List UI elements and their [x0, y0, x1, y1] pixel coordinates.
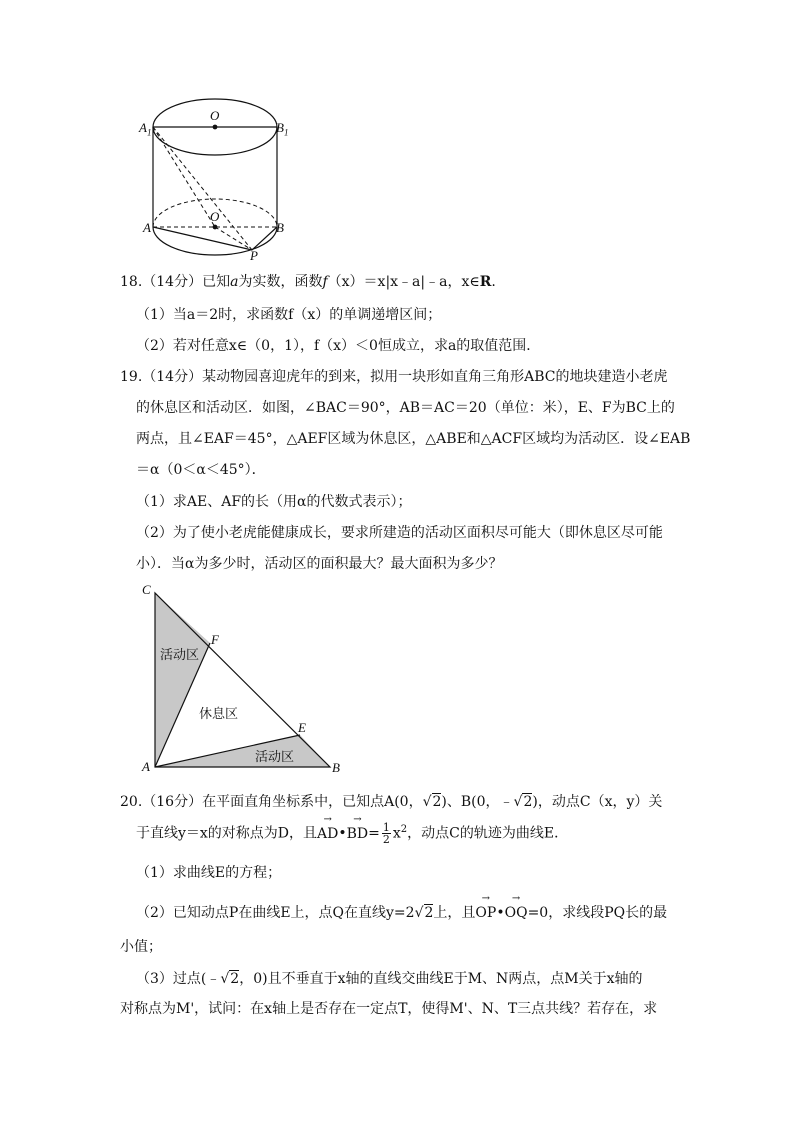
q20-part-2: （2）已知动点P在曲线E上，点Q在直线y=2√2上，且→ OP•→ OQ=0，求线段PQ长的最: [136, 902, 667, 922]
segment-a1-o: [153, 127, 215, 227]
fraction-half: $\frac{1}{2}$: [382, 821, 390, 846]
q19-line-3: 两点，且∠EAF＝45°，△AEF区域为休息区，△ABE和△ACF区域均为活动区．设∠EAB: [136, 431, 691, 447]
label-e: E: [298, 720, 306, 735]
q19-line-1: 19.（14分）某动物园喜迎虎年的到来，拟用一块形如直角三角形ABC的地块建造小老虎: [120, 369, 668, 385]
segment-a1-p: [153, 127, 252, 250]
label-p: P: [250, 248, 258, 263]
q20-line-1: 20.（16分）在平面直角坐标系中，已知点A(0，√2)、B(0，﹣√2)，动点C（x，y）关: [120, 794, 663, 810]
vector-ad: → AD: [317, 826, 338, 842]
label-a: A: [143, 220, 151, 235]
label-f: F: [211, 632, 219, 647]
q20-part-2-cont: 小值；: [120, 939, 162, 955]
region-label-active-1: 活动区: [160, 648, 200, 663]
vector-bd: → BD: [347, 826, 369, 842]
label-a1: $A_1$: [139, 120, 152, 138]
label-o-top: O: [210, 108, 220, 123]
region-label-rest: 休息区: [199, 707, 239, 722]
q19-part-2b: 小）．当α为多少时，活动区的面积最大？最大面积为多少？: [136, 556, 503, 572]
center-dot-bottom: [213, 225, 218, 230]
active-region-abe: [155, 735, 330, 767]
q19-line-2: 的休息区和活动区．如图，∠BAC＝90°，AB＝AC＝20（单位：米），E、F为BC上的: [136, 400, 675, 416]
active-region-acf: [155, 593, 210, 767]
q18-part-1: （1）当a＝2时，求函数f（x）的单调递增区间；: [136, 307, 442, 323]
segment-o-p: [215, 227, 252, 250]
vector-oq: → OQ: [505, 905, 528, 921]
segment-b-p: [252, 227, 277, 250]
label-c: C: [142, 582, 151, 597]
label-o-bottom: O: [210, 209, 220, 224]
label-a-triangle: A: [142, 759, 150, 774]
q18-part-2: （2）若对任意x∈（0，1），f（x）＜0恒成立，求a的取值范围．: [136, 338, 541, 354]
q19-part-2a: （2）为了使小老虎能健康成长，要求所建造的活动区面积尽可能大（即休息区尽可能: [136, 525, 663, 541]
q20-line-2: 于直线y＝x的对称点为D，且→ AD•→ BD= $\frac{1}{2}$ $x^2$，动点C的轨迹为曲线E．: [136, 822, 568, 845]
q20-part-3: （3）过点(﹣√2，0)且不垂直于x轴的直线交曲线E于M、N两点，点M关于x轴的: [136, 971, 643, 987]
segment-a-p: [153, 227, 252, 250]
label-b: B: [276, 220, 284, 235]
center-dot-top: [213, 125, 218, 130]
q20-part-3-cont: 对称点为M'，试问：在x轴上是否存在一定点T，使得M'、N、T三点共线？若存在，求: [120, 1001, 658, 1017]
q20-part-1: （1）求曲线E的方程；: [136, 865, 282, 881]
label-b1: $B_1$: [276, 120, 289, 138]
triangle-drawing: [140, 585, 340, 775]
q18-stem: 18.（14分）已知a为实数，函数f（x）＝x|x﹣a|﹣a，x∈R.: [120, 274, 496, 290]
q19-part-1: （1）求AE、AF的长（用α的代数式表示）；: [136, 494, 412, 510]
label-b-triangle: B: [332, 760, 340, 775]
vector-op: → OP: [475, 905, 496, 921]
region-label-active-2: 活动区: [255, 750, 295, 765]
q19-line-4: ＝α（0＜α＜45°）．: [136, 462, 266, 478]
